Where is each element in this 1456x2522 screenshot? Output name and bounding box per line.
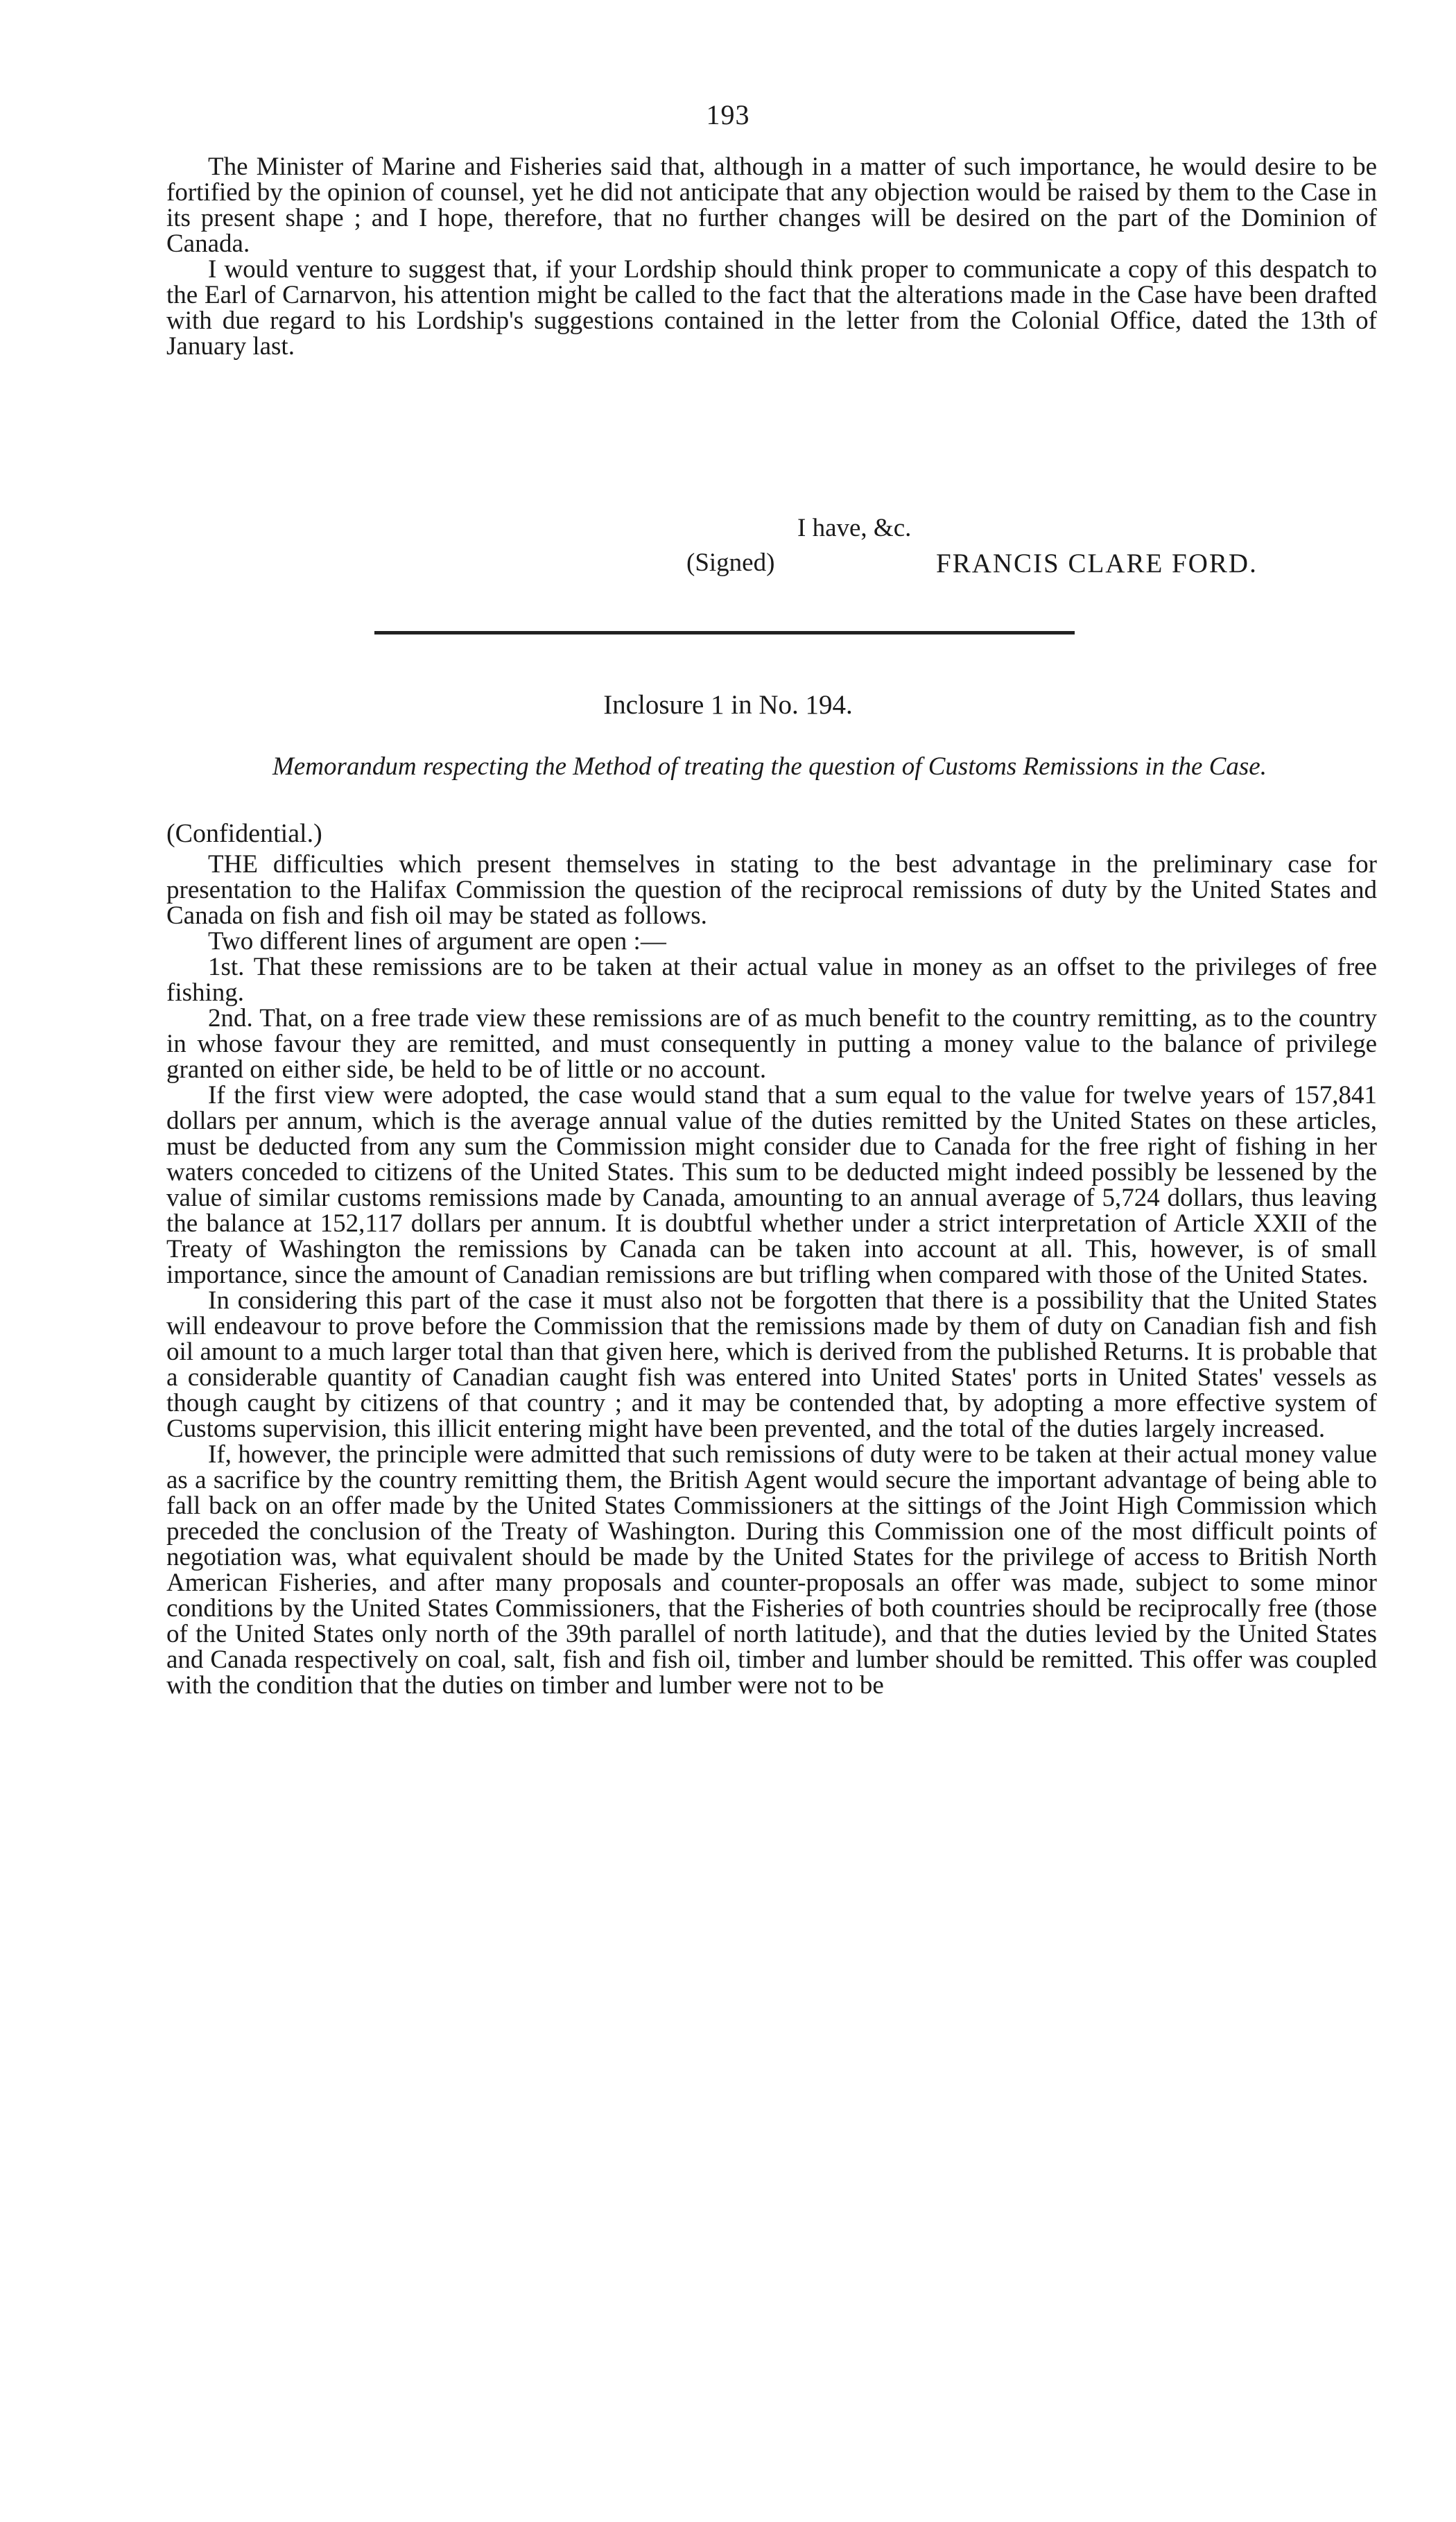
closing-salutation: I have, &c. [797,514,912,542]
memo-title: Memorandum respecting the Method of treating the question of Customs Remissions in the Case. [272,752,1267,781]
section-divider [374,631,1075,634]
paragraph: THE difficulties which present themselves in stating to the best advantage in the preliminary case for presentation to the Halifax Commission the question of the reciprocal remissions of duty by the United States and Canada on fish and fish oil may be stated as follows. [166,850,1377,930]
paragraph: Two different lines of argument are open :— [208,927,666,956]
paragraph: The Minister of Marine and Fisheries said that, although in a matter of such importance, he would desire to be fortified by the opinion of counsel, yet he did not anticipate that any objection would be raised by them to the Case in its present shape ; and I hope, therefore, that no further changes will be desired on the part of the Dominion of Canada. [166,153,1377,258]
memo-body [166,852,1377,1698]
paragraph: 1st. That these remissions are to be taken at their actual value in money as an offset to the privileges of free fishing. [166,953,1377,1007]
inclosure-heading: Inclosure 1 in No. 194. [603,690,853,720]
page-number: 193 [706,99,750,130]
paragraph: 2nd. That, on a free trade view these remissions are of as much benefit to the country remitting, as to the country in whose favour they are remitted, and must consequently in putting a money value to the balance of privilege granted on either side, be held to be of little or no account. [166,1004,1377,1084]
paragraph: I would venture to suggest that, if your Lordship should think proper to communicate a copy of this despatch to the Earl of Carnarvon, his attention might be called to the fact that the alterations made in the Case have been drafted with due regard to his Lordship's suggestions contained in the letter from the Colonial Office, dated the 13th of January last. [166,255,1377,361]
signatory-name: FRANCIS CLARE FORD. [936,549,1258,578]
signed-label: (Signed) [686,549,775,577]
paragraph: If, however, the principle were admitted that such remissions of duty were to be taken at their actual money value as a sacrifice by the country remitting them, the British Agent would secure the important advantage of being able to fall back on an offer made by the United States Commissioners at the sittings of the Joint High Commission which preceded the conclusion of the Treaty of Washington. During this Commission one of the most difficult points of negotiation was, what equivalent should be made by the United States for the privilege of access to British North American Fisheries, and after many proposals and counter-proposals an offer was made, subject to some minor conditions by the United States Commissioners, that the Fisheries of both countries should be reciprocally free (those of the United States only north of the 39th parallel of north latitude), and that the duties levied by the United States and Canada respectively on coal, salt, fish and fish oil, timber and lumber should be remitted. This offer was coupled with the condition that the duties on timber and lumber were not to be [166,1440,1377,1700]
paragraph: If the first view were adopted, the case would stand that a sum equal to the value for twelve years of 157,841 dollars per annum, which is the average annual value of the duties remitted by the United States on these articles, must be deducted from any sum the Commission might consider due to Canada for the free right of fishing in her waters conceded to citizens of the United States. This sum to be deducted might indeed possibly be lessened by the value of similar customs remissions made by Canada, amounting to an annual average of 5,724 dollars, thus leaving the balance at 152,117 dollars per annum. It is doubtful whether under a strict interpretation of Article XXII of the Treaty of Washington the remissions by Canada can be taken into account at all. This, however, is of small importance, since the amount of Canadian remissions are but trifling when compared with those of the United States. [166,1081,1377,1289]
paragraph: In considering this part of the case it must also not be forgotten that there is a possibility that the United States will endeavour to prove before the Commission that the remissions made by them of duty on Canadian fish and fish oil amount to a much larger total than that given here, which is derived from the published Returns. It is probable that a considerable quantity of Canadian caught fish was entered into United States' ports in United States' vessels as though caught by citizens of that country ; and it may be contended that, by adopting a more effective system of Customs supervision, this illicit entering might have been prevented, and the total of the duties largely increased. [166,1286,1377,1443]
confidential-label: (Confidential.) [166,819,322,848]
opening-section [166,154,1377,359]
